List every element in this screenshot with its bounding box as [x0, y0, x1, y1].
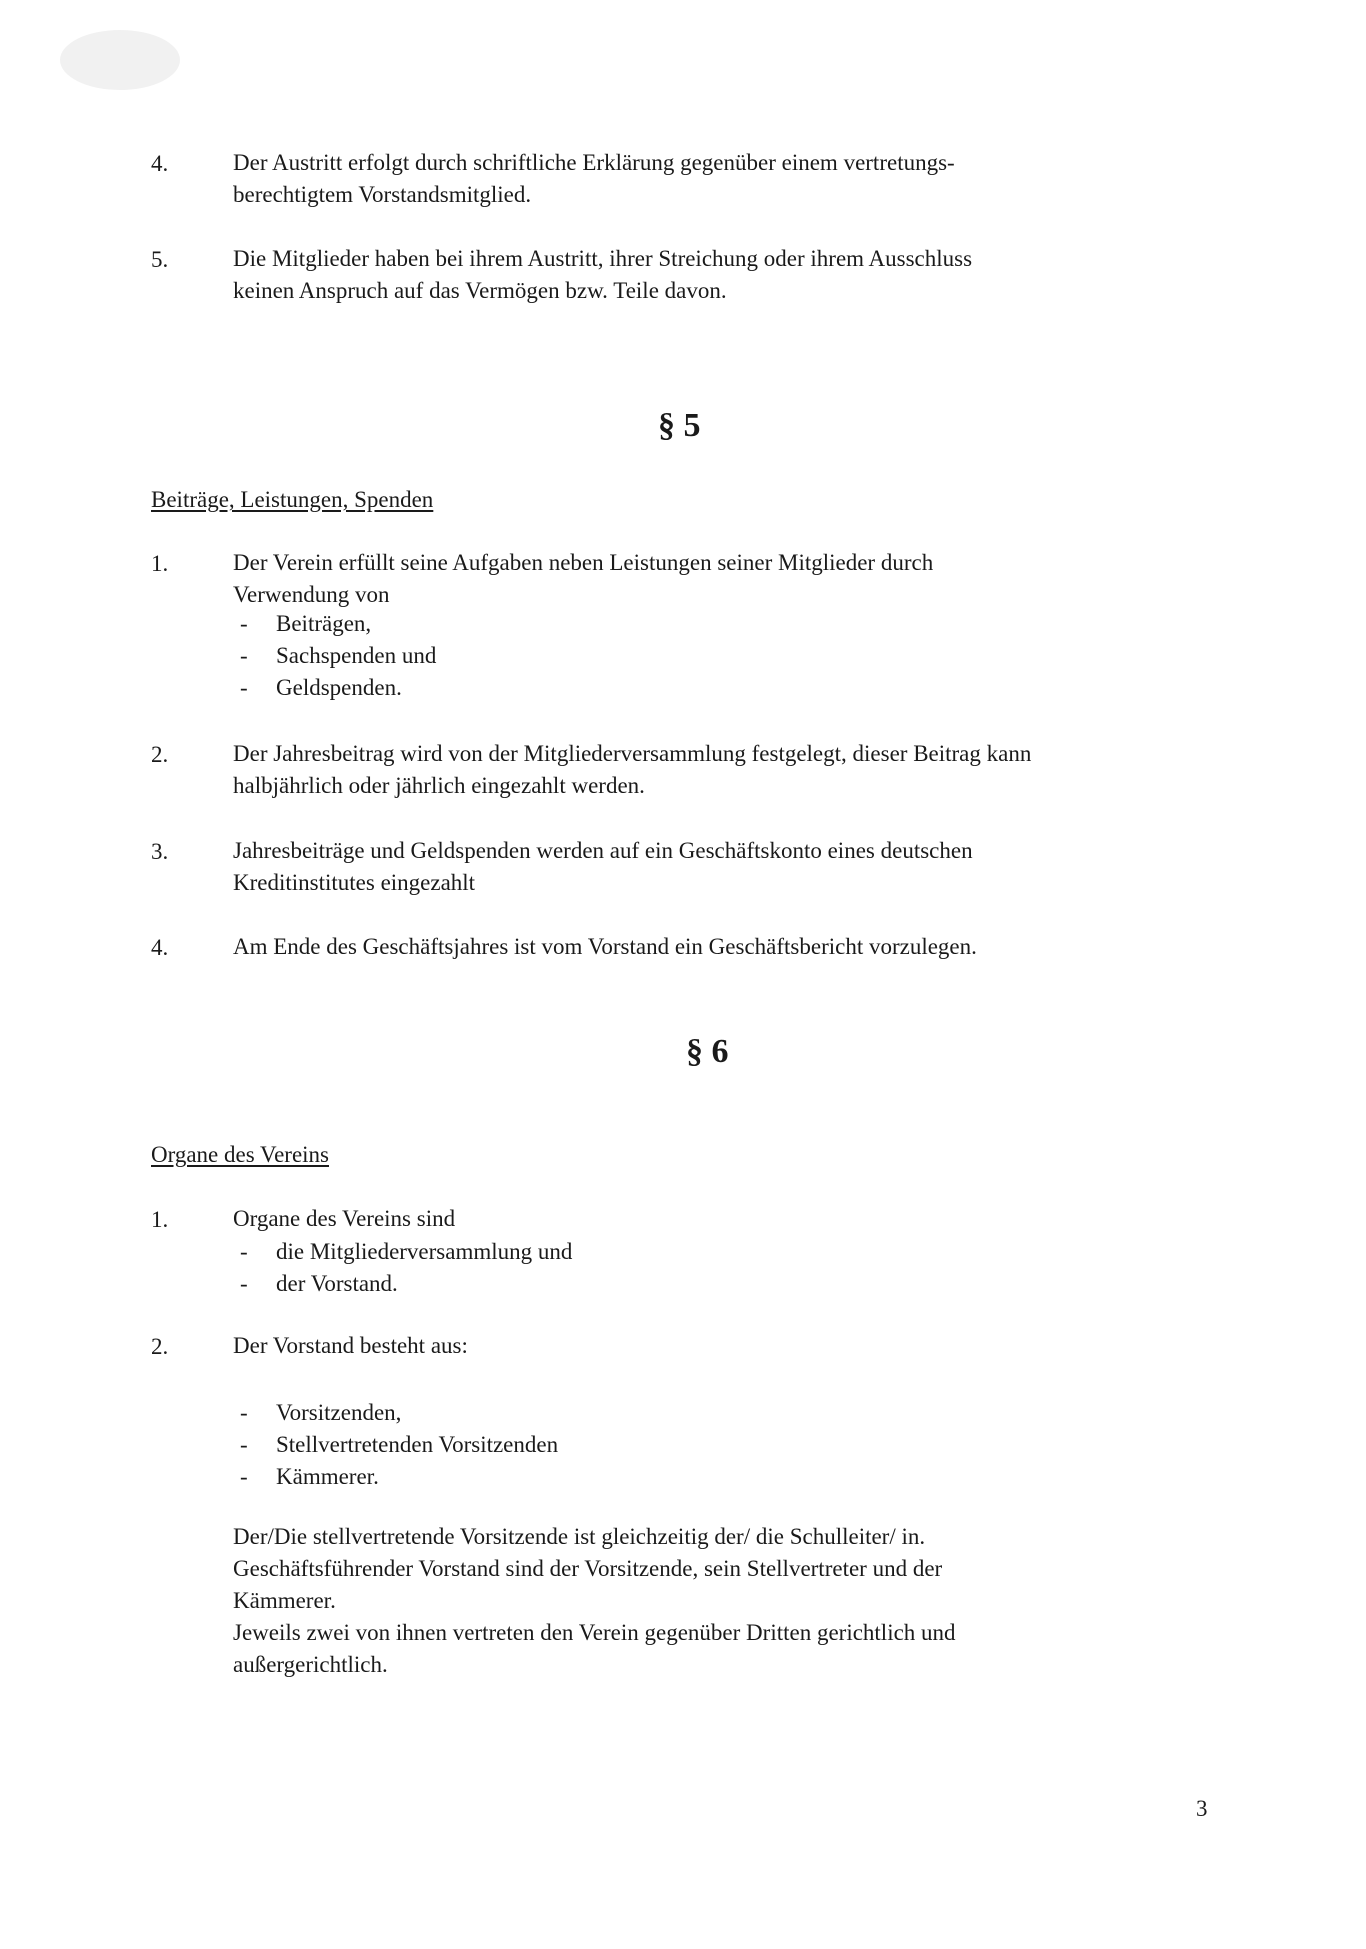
bullet-dash: -: [240, 675, 248, 700]
item-number: 2.: [151, 742, 169, 767]
text-line: außergerichtlich.: [233, 1652, 388, 1677]
text-line: Kämmerer.: [233, 1588, 336, 1613]
text-line: Der Vorstand besteht aus:: [233, 1333, 468, 1358]
text-line: Verwendung von: [233, 582, 390, 607]
section-heading: Beiträge, Leistungen, Spenden: [151, 487, 434, 512]
closing-paragraph: [233, 1521, 956, 1681]
item-number: 4.: [151, 151, 169, 176]
bullet-dash: -: [240, 1400, 248, 1425]
bullet-item: Beiträgen,: [276, 611, 372, 636]
item-text: [233, 147, 955, 211]
item-text: [233, 931, 977, 963]
item-text: [233, 547, 933, 611]
item-number: 3.: [151, 839, 169, 864]
text-line: Der Verein erfüllt seine Aufgaben neben Leistungen seiner Mitglieder durch: [233, 550, 934, 575]
item-number: 2.: [151, 1334, 169, 1359]
text-line: Der/Die stellvertretende Vorsitzende ist gleichzeitig der/ die Schulleiter/ in.: [233, 1524, 926, 1549]
item-text: [233, 835, 973, 899]
item-text: [233, 738, 1031, 802]
bullet-item: Vorsitzenden,: [276, 1400, 402, 1425]
bullet-dash: -: [240, 643, 248, 668]
text-line: Kreditinstitutes eingezahlt: [233, 870, 476, 895]
item-number: 4.: [151, 935, 169, 960]
item-text: [233, 1330, 468, 1362]
section-symbol: § 6: [686, 1033, 729, 1070]
bullet-item: Kämmerer.: [276, 1464, 379, 1489]
bullet-item: die Mitgliederversammlung und: [276, 1239, 573, 1264]
item-text: [233, 1203, 455, 1235]
bullet-item: der Vorstand.: [276, 1271, 398, 1296]
item-number: 5.: [151, 247, 169, 272]
bullet-dash: -: [240, 1464, 248, 1489]
bullet-dash: -: [240, 1432, 248, 1457]
text-line: Der Jahresbeitrag wird von der Mitgliederversammlung festgelegt, dieser Beitrag kann: [233, 741, 1032, 766]
text-line: halbjährlich oder jährlich eingezahlt werden.: [233, 773, 645, 798]
text-line: Der Austritt erfolgt durch schriftliche Erklärung gegenüber einem vertretungs-: [233, 150, 955, 175]
text-line: Jahresbeiträge und Geldspenden werden auf ein Geschäftskonto eines deutschen: [233, 838, 973, 863]
text-line: Geschäftsführender Vorstand sind der Vorsitzende, sein Stellvertreter und der: [233, 1556, 943, 1581]
bullet-item: Sachspenden und: [276, 643, 437, 668]
text-line: Die Mitglieder haben bei ihrem Austritt, ihrer Streichung oder ihrem Ausschluss: [233, 246, 973, 271]
text-line: keinen Anspruch auf das Vermögen bzw. Teile davon.: [233, 278, 727, 303]
bullet-dash: -: [240, 611, 248, 636]
bullet-dash: -: [240, 1271, 248, 1296]
scan-smudge: [60, 30, 180, 90]
bullet-dash: -: [240, 1239, 248, 1264]
bullet-item: Geldspenden.: [276, 675, 402, 700]
text-line: Organe des Vereins sind: [233, 1206, 456, 1231]
item-text: [233, 243, 972, 307]
page-number: 3: [1196, 1796, 1208, 1821]
bullet-item: Stellvertretenden Vorsitzenden: [276, 1432, 559, 1457]
text-line: Jeweils zwei von ihnen vertreten den Verein gegenüber Dritten gerichtlich und: [233, 1620, 956, 1645]
text-line: Am Ende des Geschäftsjahres ist vom Vorstand ein Geschäftsbericht vorzulegen.: [233, 934, 977, 959]
item-number: 1.: [151, 551, 169, 576]
text-line: berechtigtem Vorstandsmitglied.: [233, 182, 532, 207]
section-heading: Organe des Vereins: [151, 1142, 329, 1167]
item-number: 1.: [151, 1207, 169, 1232]
section-symbol: § 5: [658, 407, 701, 444]
